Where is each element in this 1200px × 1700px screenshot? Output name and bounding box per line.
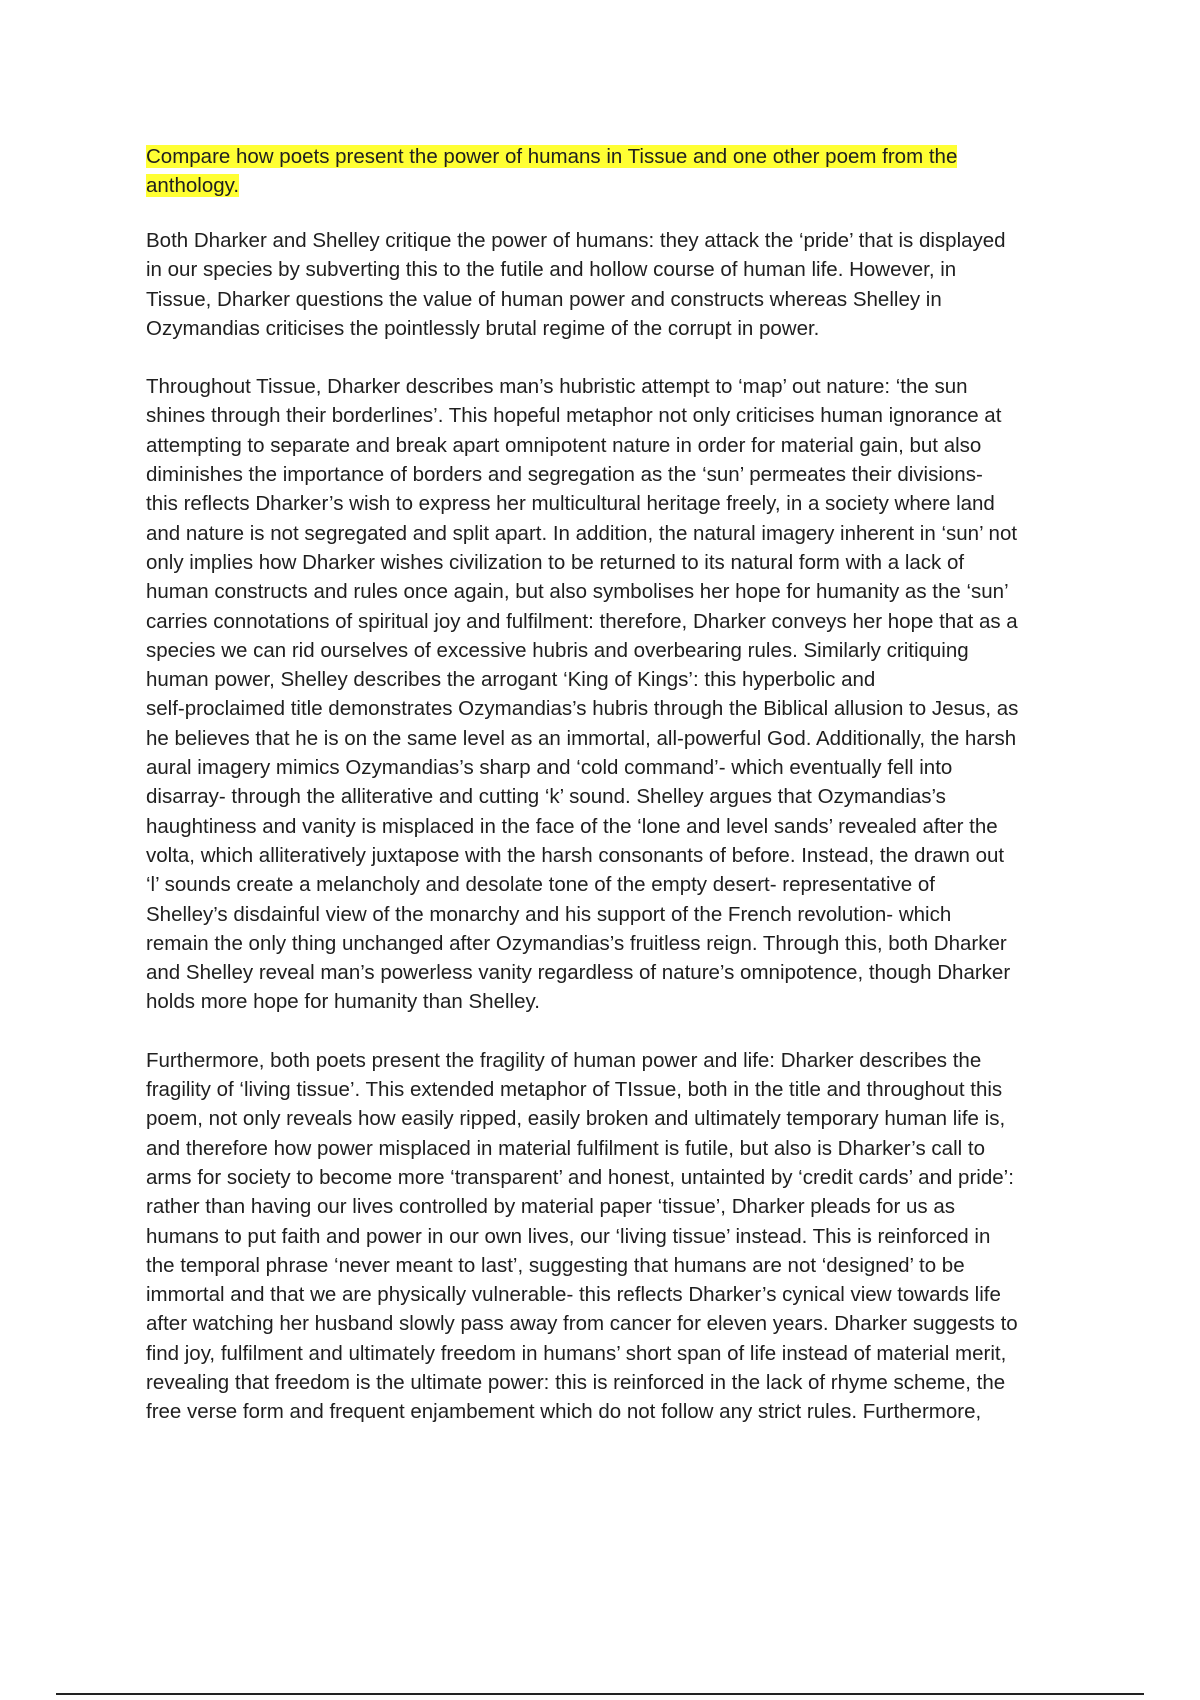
paragraph-hubris-comparison: Throughout Tissue, Dharker describes man’s hubristic attempt to ‘map’ out nature: ‘the sun shines through their borderlines’. This hopeful metaphor not only criticises human ignorance at attempting to separate and break apart omnipotent nature in order for material gain, but also diminishes the importance of borders and segregation as the ‘sun’ permeates their divisions- this reflects Dharker’s wish to express her multicultural heritage freely, in a society where land and nature is not segregated and split apart. In addition, the natural imagery inherent in ‘sun’ not only implies how Dharker wishes civilization to be returned to its natural form with a lack of human constructs and rules once again, but also symbolises her hope for humanity as the ‘sun’ carries connotations of spiritual joy and fulfilment: therefore, Dharker conveys her hope that as a species we can rid ourselves of excessive hubris and overbearing rules. Similarly critiquing human power, Shelley describes the arrogant ‘King of Kings’: this hyperbolic and self-proclaimed title demonstrates Ozymandias’s hubris through the Biblical allusion to Jesus, as he believes that he is on the same level as an immortal, all-powerful God. Additionally, the harsh aural imagery mimics Ozymandias’s sharp and ‘cold command’- which eventually fell into disarray- through the alliterative and cutting ‘k’ sound. Shelley argues that Ozymandias’s haughtiness and vanity is misplaced in the face of the ‘lone and level sands’ revealed after the volta, which alliteratively juxtapose with the harsh consonants of before. Instead, the drawn out ‘l’ sounds create a melancholy and desolate tone of the empty desert- representative of Shelley’s disdainful view of the monarchy and his support of the French revolution- which remain the only thing unchanged after Ozymandias’s fruitless reign. Through this, both Dharker and Shelley reveal man’s powerless vanity regardless of nature’s omnipotence, though Dharker holds more hope for humanity than Shelley. xyxy=(146,375,1019,1014)
essay-question xyxy=(146,142,1088,200)
document-body xyxy=(146,142,1088,1456)
page-bottom-divider xyxy=(56,1693,1144,1695)
question-highlight: Compare how poets present the power of humans in Tissue and one other poem from the anthology. xyxy=(146,145,958,197)
paragraph-introduction: Both Dharker and Shelley critique the power of humans: they attack the ‘pride’ that is displayed in our species by subverting this to the futile and hollow course of human life. However, in Tissue, Dharker questions the value of human power and constructs whereas Shelley in Ozymandias criticises the pointlessly brutal regime of the corrupt in power. xyxy=(146,229,1006,340)
paragraph-fragility-comparison: Furthermore, both poets present the fragility of human power and life: Dharker describes the fragility of ‘living tissue’. This extended metaphor of TIssue, both in the title and throughout this poem, not only reveals how easily ripped, easily broken and ultimately temporary human life is, and therefore how power misplaced in material fulfilment is futile, but also is Dharker’s call to arms for society to become more ‘transparent’ and honest, untainted by ‘credit cards’ and pride’: rather than having our lives controlled by material paper ‘tissue’, Dharker pleads for us as humans to put faith and power in our own lives, our ‘living tissue’ instead. This is reinforced in the temporal phrase ‘never meant to last’, suggesting that humans are not ‘designed’ to be immortal and that we are physically vulnerable- this reflects Dharker’s cynical view towards life after watching her husband slowly pass away from cancer for eleven years. Dharker suggests to find joy, fulfilment and ultimately freedom in humans’ short span of life instead of material merit, revealing that freedom is the ultimate power: this is reinforced in the lack of rhyme scheme, the free verse form and frequent enjambement which do not follow any strict rules. Furthermore, xyxy=(146,1048,1018,1424)
